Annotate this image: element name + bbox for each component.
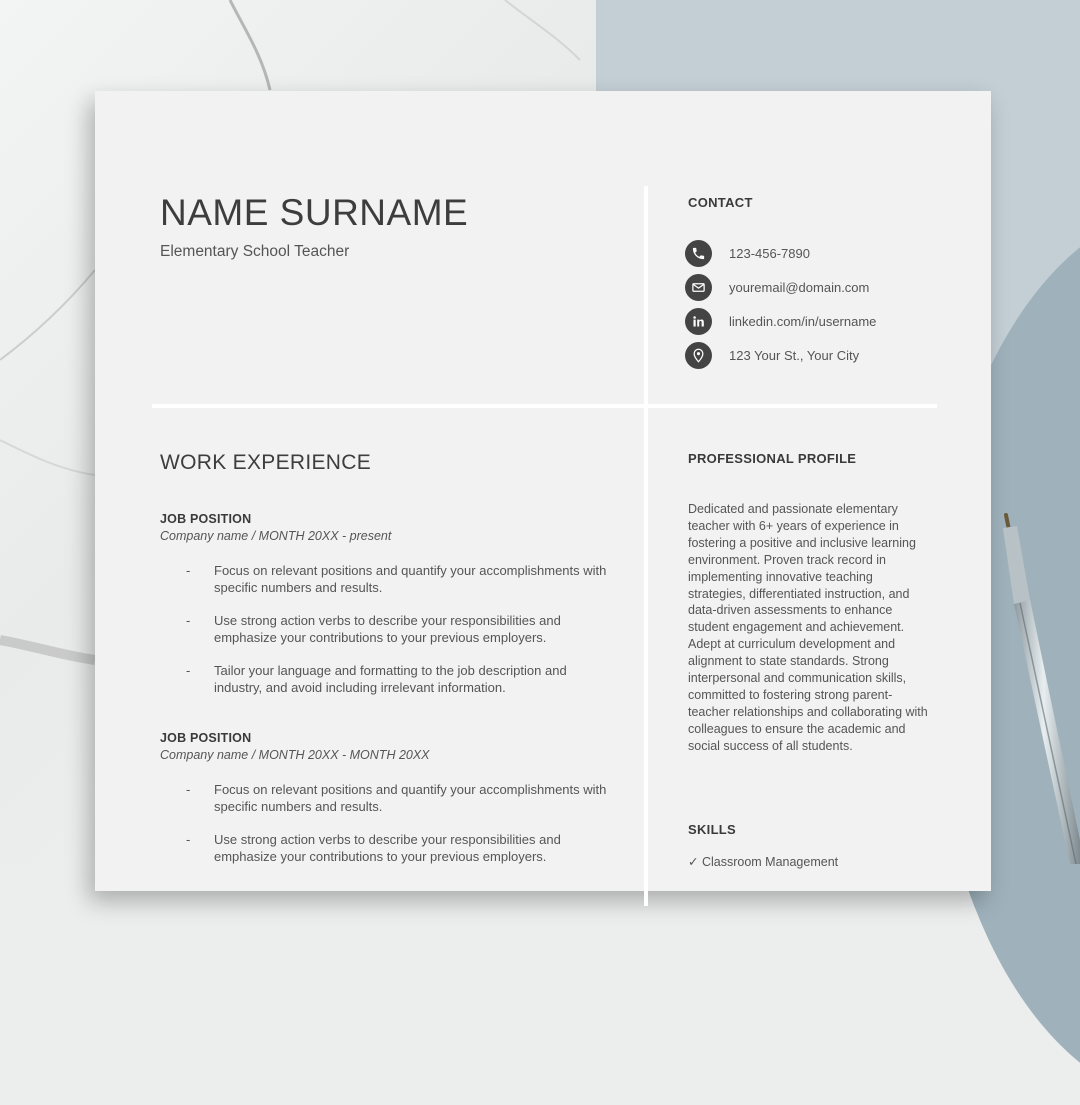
job-bullet — [160, 831, 610, 865]
skills-heading: SKILLS — [688, 822, 737, 837]
job-bullet — [160, 562, 610, 596]
contact-location-text: 123 Your St., Your City — [729, 347, 860, 363]
contact-phone-text: 123-456-7890 — [729, 245, 810, 261]
dash-marker: - — [186, 563, 191, 578]
job-entry-1 — [160, 511, 610, 712]
vertical-divider — [644, 186, 648, 906]
job-bullet — [160, 662, 610, 696]
profile-text: Dedicated and passionate elementary teacher with 6+ years of experience in fostering a positive and inclusive learning environment. Proven track record in implementing innovative teaching strategies, differentiated instruction, and data-driven assessments to enhance student engagement and achievement. Adept at curriculum development and alignment to state standards. Strong interpersonal and communication skills, committed to fostering strong parent-teacher relationships and collaborating with colleagues to ensure the academic and social success of all students. — [688, 502, 928, 753]
job-bullets — [160, 562, 610, 696]
job-company: Company name / MONTH 20XX - present — [160, 529, 392, 543]
email-icon — [685, 274, 712, 301]
job-position: JOB POSITION — [160, 731, 252, 745]
dash-marker: - — [186, 782, 191, 797]
contact-linkedin — [685, 307, 876, 335]
job-bullet-text: Tailor your language and formatting to the job description and industry, and avoid including irrelevant information. — [214, 663, 567, 695]
job-bullet-text: Use strong action verbs to describe your responsibilities and emphasize your contributions to your previous employers. — [214, 832, 561, 864]
job-bullet-text: Focus on relevant positions and quantify your accomplishments with specific numbers and results. — [214, 782, 607, 814]
skill-item: ✓ Classroom Management — [688, 855, 839, 869]
job-bullets — [160, 781, 610, 865]
skills-list — [688, 854, 838, 869]
dash-marker: - — [186, 613, 191, 628]
job-entry-2 — [160, 730, 610, 881]
job-bullet-text: Focus on relevant positions and quantify your accomplishments with specific numbers and results. — [214, 563, 607, 595]
resume-name: NAME SURNAME — [160, 192, 469, 233]
resume-sheet — [95, 91, 991, 891]
contact-email — [685, 273, 869, 301]
resume-job-title: Elementary School Teacher — [160, 243, 350, 260]
horizontal-divider — [152, 404, 937, 408]
location-icon — [685, 342, 712, 369]
linkedin-icon — [685, 308, 712, 335]
contact-heading: CONTACT — [688, 195, 753, 210]
contact-phone — [685, 239, 810, 267]
contact-linkedin-text: linkedin.com/in/username — [729, 313, 877, 329]
dash-marker: - — [186, 663, 191, 678]
job-position: JOB POSITION — [160, 512, 252, 526]
job-bullet-text: Use strong action verbs to describe your responsibilities and emphasize your contributions to your previous employers. — [214, 613, 561, 645]
profile-heading: PROFESSIONAL PROFILE — [688, 451, 857, 466]
job-company: Company name / MONTH 20XX - MONTH 20XX — [160, 748, 430, 762]
contact-email-text: youremail@domain.com — [729, 279, 870, 295]
job-bullet — [160, 612, 610, 646]
work-experience-heading: WORK EXPERIENCE — [160, 451, 372, 474]
contact-location — [685, 341, 859, 369]
job-bullet — [160, 781, 610, 815]
phone-icon — [685, 240, 712, 267]
dash-marker: - — [186, 832, 191, 847]
